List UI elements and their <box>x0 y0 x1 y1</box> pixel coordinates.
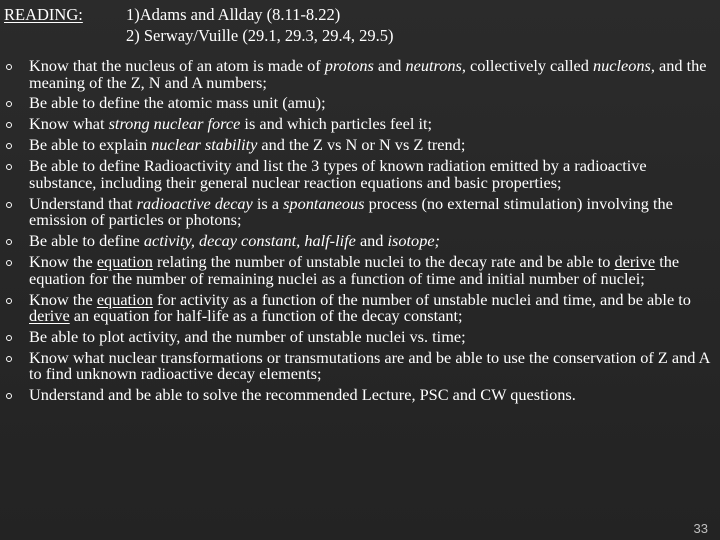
objective-text-segment: and <box>373 56 406 75</box>
objective-text-segment: , collectively called <box>461 56 593 75</box>
learning-objectives-list <box>0 58 720 408</box>
objective-text-segment: Be able to plot activity, and the number of unstable nuclei vs. time; <box>29 326 466 346</box>
objective-text-segment: spontaneous <box>283 193 365 213</box>
objective-text-segment: Be able to define <box>29 231 144 251</box>
objective-text-segment: nuclear stability <box>151 135 258 155</box>
bullet-circle-icon <box>6 122 12 128</box>
reading-item-1: 1)Adams and Allday (8.11-8.22) <box>126 5 341 24</box>
objective-item <box>0 347 720 384</box>
objective-item <box>0 137 720 154</box>
bullet-circle-icon <box>6 356 12 362</box>
bullet-circle-icon <box>6 260 12 266</box>
objective-text-segment: protons <box>324 56 374 75</box>
objective-item <box>0 116 720 133</box>
objective-text-segment: , and the meaning of the Z, N and A numbers; <box>29 56 707 92</box>
objective-item <box>0 158 720 191</box>
objective-item <box>0 254 720 287</box>
objective-item <box>0 326 720 346</box>
objective-text-segment: derive <box>29 306 70 326</box>
objective-text-segment: Know the <box>29 289 97 309</box>
objective-text-segment: Understand and be able to solve the recommended Lecture, PSC and CW questions. <box>29 385 576 405</box>
objective-text-segment: is a <box>252 193 284 213</box>
reading-block <box>4 4 394 46</box>
bullet-circle-icon <box>6 239 12 245</box>
objective-text-segment: derive <box>614 252 656 272</box>
objective-text-segment: and the Z vs N or N vs Z trend; <box>257 135 466 155</box>
objective-text-segment: strong nuclear force <box>108 114 241 134</box>
objective-text-segment: Know the <box>29 252 97 272</box>
objective-text-segment: radioactive decay <box>136 193 253 213</box>
objective-text-segment: isotope; <box>387 231 440 251</box>
reading-label: READING: <box>4 5 83 24</box>
objective-item <box>0 233 720 250</box>
objective-text-segment: Be able to define Radioactivity and list the 3 types of known radiation emitted by a radioactive substance, including their general nuclear reaction equations and basic properties; <box>29 156 647 192</box>
objective-text-segment: nucleons <box>593 56 651 75</box>
bullet-circle-icon <box>6 202 12 208</box>
objective-text-segment: is and which particles feel it; <box>240 114 433 134</box>
objective-text-segment: activity, decay constant, half-life <box>143 231 356 251</box>
objective-item <box>0 95 720 112</box>
page-number: 33 <box>693 521 708 536</box>
reading-line-1 <box>4 4 394 25</box>
objective-text-segment: Be able to define the atomic mass unit (amu); <box>29 93 326 113</box>
objective-text-segment: Know what nuclear transformations or transmutations are and be able to use the conservation of Z and A to find unknown radioactive decay elements; <box>29 347 710 384</box>
bullet-circle-icon <box>6 101 12 107</box>
objective-text-segment: equation <box>96 252 153 272</box>
objective-item <box>0 387 720 404</box>
objective-text-segment: equation <box>96 289 153 309</box>
bullet-circle-icon <box>6 298 12 304</box>
bullet-circle-icon <box>6 335 12 341</box>
objective-text-segment: Understand that <box>29 193 137 213</box>
objective-item <box>0 58 720 91</box>
objective-text-segment: and <box>355 231 388 251</box>
objective-text-segment: Be able to explain <box>29 135 152 155</box>
reading-line-2 <box>4 25 394 46</box>
objective-text-segment: process (no external stimulation) involving the emission of particles or photons; <box>29 193 673 230</box>
objective-item <box>0 289 720 326</box>
objective-text-segment: relating the number of unstable nuclei to the decay rate and be able to <box>152 252 615 272</box>
objective-text-segment: for activity as a function of the number of unstable nuclei and time, and be able to <box>152 289 691 309</box>
objective-text-segment: Know that the nucleus of an atom is made of <box>29 56 325 75</box>
objective-item <box>0 193 720 230</box>
bullet-circle-icon <box>6 164 12 170</box>
objective-text-segment: an equation for half-life as a function of the decay constant; <box>69 306 463 326</box>
objective-text-segment: neutrons <box>405 56 462 75</box>
bullet-circle-icon <box>6 143 12 149</box>
bullet-circle-icon <box>6 393 12 399</box>
objective-text-segment: the equation for the number of remaining nuclei as a function of time and initial number of nuclei; <box>29 252 680 288</box>
bullet-circle-icon <box>6 64 12 70</box>
objective-text-segment: Know what <box>29 114 109 134</box>
reading-item-2: 2) Serway/Vuille (29.1, 29.3, 29.4, 29.5) <box>126 26 394 45</box>
